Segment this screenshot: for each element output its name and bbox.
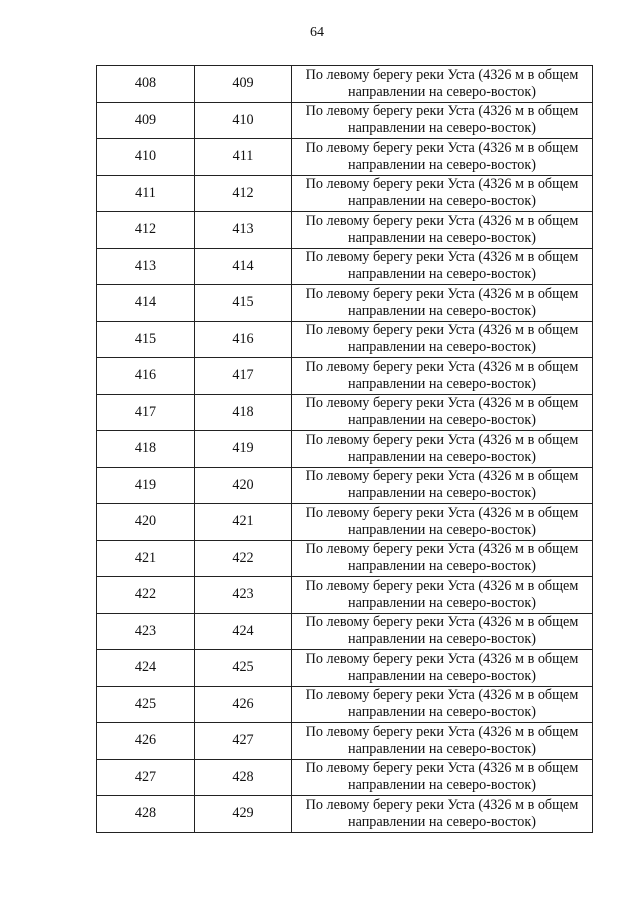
description-line-1: По левому берегу реки Уста (4326 м в общем <box>305 395 579 412</box>
to-point-cell: 414 <box>195 248 292 285</box>
description-line-2: направлении на северо-восток) <box>348 448 536 465</box>
description-cell <box>292 686 593 723</box>
description-cell <box>292 139 593 176</box>
to-point-cell: 426 <box>195 686 292 723</box>
to-point-cell: 409 <box>195 66 292 103</box>
table-row <box>97 139 593 176</box>
from-point-cell: 419 <box>97 467 195 504</box>
to-point-cell: 429 <box>195 796 292 833</box>
table-row <box>97 102 593 139</box>
description-line-2: направлении на северо-восток) <box>348 631 536 648</box>
from-point-cell: 408 <box>97 66 195 103</box>
to-point-cell: 421 <box>195 504 292 541</box>
description-line-2: направлении на северо-восток) <box>348 412 536 429</box>
to-point-cell: 425 <box>195 650 292 687</box>
from-point-cell: 417 <box>97 394 195 431</box>
to-point-cell: 420 <box>195 467 292 504</box>
description-line-1: По левому берегу реки Уста (4326 м в общем <box>305 285 579 302</box>
table-row <box>97 504 593 541</box>
from-point-cell: 421 <box>97 540 195 577</box>
description-line-1: По левому берегу реки Уста (4326 м в общем <box>305 212 579 229</box>
to-point-cell: 424 <box>195 613 292 650</box>
description-line-1: По левому берегу реки Уста (4326 м в общем <box>305 760 579 777</box>
description-cell <box>292 759 593 796</box>
table-row <box>97 212 593 249</box>
description-line-1: По левому берегу реки Уста (4326 м в общем <box>305 322 579 339</box>
description-line-1: По левому берегу реки Уста (4326 м в общем <box>305 431 579 448</box>
table-row <box>97 650 593 687</box>
to-point-cell: 419 <box>195 431 292 468</box>
from-point-cell: 426 <box>97 723 195 760</box>
to-point-cell: 411 <box>195 139 292 176</box>
description-cell <box>292 175 593 212</box>
description-line-1: По левому берегу реки Уста (4326 м в общем <box>305 577 579 594</box>
table-row <box>97 796 593 833</box>
description-line-1: По левому берегу реки Уста (4326 м в общем <box>305 504 579 521</box>
from-point-cell: 412 <box>97 212 195 249</box>
table-row <box>97 540 593 577</box>
description-line-2: направлении на северо-восток) <box>348 83 536 100</box>
table-row <box>97 467 593 504</box>
description-cell <box>292 650 593 687</box>
description-cell <box>292 613 593 650</box>
description-line-2: направлении на северо-восток) <box>348 266 536 283</box>
description-line-1: По левому берегу реки Уста (4326 м в общем <box>305 796 579 813</box>
table-row <box>97 175 593 212</box>
to-point-cell: 428 <box>195 759 292 796</box>
description-line-1: По левому берегу реки Уста (4326 м в общем <box>305 541 579 558</box>
description-line-2: направлении на северо-восток) <box>348 521 536 538</box>
description-line-1: По левому берегу реки Уста (4326 м в общем <box>305 468 579 485</box>
table-row <box>97 248 593 285</box>
to-point-cell: 417 <box>195 358 292 395</box>
description-cell <box>292 723 593 760</box>
to-point-cell: 416 <box>195 321 292 358</box>
from-point-cell: 410 <box>97 139 195 176</box>
description-line-2: направлении на северо-восток) <box>348 558 536 575</box>
description-line-2: направлении на северо-восток) <box>348 740 536 757</box>
table-row <box>97 686 593 723</box>
description-line-1: По левому берегу реки Уста (4326 м в общем <box>305 614 579 631</box>
description-cell <box>292 540 593 577</box>
description-line-2: направлении на северо-восток) <box>348 193 536 210</box>
from-point-cell: 415 <box>97 321 195 358</box>
table-row <box>97 285 593 322</box>
description-line-1: По левому берегу реки Уста (4326 м в общем <box>305 103 579 120</box>
description-line-2: направлении на северо-восток) <box>348 302 536 319</box>
description-line-1: По левому берегу реки Уста (4326 м в общем <box>305 249 579 266</box>
from-point-cell: 411 <box>97 175 195 212</box>
description-line-2: направлении на северо-восток) <box>348 485 536 502</box>
table-row <box>97 358 593 395</box>
boundary-table <box>96 65 593 833</box>
description-cell <box>292 212 593 249</box>
to-point-cell: 423 <box>195 577 292 614</box>
table-row <box>97 394 593 431</box>
description-cell <box>292 248 593 285</box>
to-point-cell: 415 <box>195 285 292 322</box>
description-line-2: направлении на северо-восток) <box>348 777 536 794</box>
table-body <box>97 66 593 833</box>
from-point-cell: 420 <box>97 504 195 541</box>
from-point-cell: 409 <box>97 102 195 139</box>
from-point-cell: 428 <box>97 796 195 833</box>
description-line-2: направлении на северо-восток) <box>348 229 536 246</box>
description-cell <box>292 467 593 504</box>
description-cell <box>292 285 593 322</box>
table-row <box>97 577 593 614</box>
description-line-1: По левому берегу реки Уста (4326 м в общем <box>305 687 579 704</box>
table-row <box>97 66 593 103</box>
table-row <box>97 759 593 796</box>
description-line-1: По левому берегу реки Уста (4326 м в общем <box>305 139 579 156</box>
description-cell <box>292 796 593 833</box>
description-cell <box>292 577 593 614</box>
description-line-1: По левому берегу реки Уста (4326 м в общем <box>305 66 579 83</box>
description-line-2: направлении на северо-восток) <box>348 375 536 392</box>
description-cell <box>292 66 593 103</box>
from-point-cell: 425 <box>97 686 195 723</box>
to-point-cell: 418 <box>195 394 292 431</box>
from-point-cell: 413 <box>97 248 195 285</box>
description-cell <box>292 358 593 395</box>
description-line-2: направлении на северо-восток) <box>348 704 536 721</box>
table-row <box>97 723 593 760</box>
to-point-cell: 410 <box>195 102 292 139</box>
from-point-cell: 414 <box>97 285 195 322</box>
description-cell <box>292 394 593 431</box>
description-cell <box>292 504 593 541</box>
to-point-cell: 413 <box>195 212 292 249</box>
from-point-cell: 418 <box>97 431 195 468</box>
page-number: 64 <box>310 25 324 40</box>
from-point-cell: 427 <box>97 759 195 796</box>
description-line-2: направлении на северо-восток) <box>348 594 536 611</box>
to-point-cell: 427 <box>195 723 292 760</box>
description-line-2: направлении на северо-восток) <box>348 156 536 173</box>
description-cell <box>292 321 593 358</box>
from-point-cell: 423 <box>97 613 195 650</box>
table-row <box>97 613 593 650</box>
from-point-cell: 422 <box>97 577 195 614</box>
description-line-2: направлении на северо-восток) <box>348 120 536 137</box>
from-point-cell: 424 <box>97 650 195 687</box>
description-line-1: По левому берегу реки Уста (4326 м в общем <box>305 650 579 667</box>
description-line-1: По левому берегу реки Уста (4326 м в общем <box>305 723 579 740</box>
from-point-cell: 416 <box>97 358 195 395</box>
description-cell <box>292 431 593 468</box>
description-line-2: направлении на северо-восток) <box>348 813 536 830</box>
description-line-1: По левому берегу реки Уста (4326 м в общем <box>305 358 579 375</box>
to-point-cell: 422 <box>195 540 292 577</box>
table-row <box>97 321 593 358</box>
description-cell <box>292 102 593 139</box>
to-point-cell: 412 <box>195 175 292 212</box>
description-line-1: По левому берегу реки Уста (4326 м в общем <box>305 176 579 193</box>
table-row <box>97 431 593 468</box>
description-line-2: направлении на северо-восток) <box>348 667 536 684</box>
description-line-2: направлении на северо-восток) <box>348 339 536 356</box>
